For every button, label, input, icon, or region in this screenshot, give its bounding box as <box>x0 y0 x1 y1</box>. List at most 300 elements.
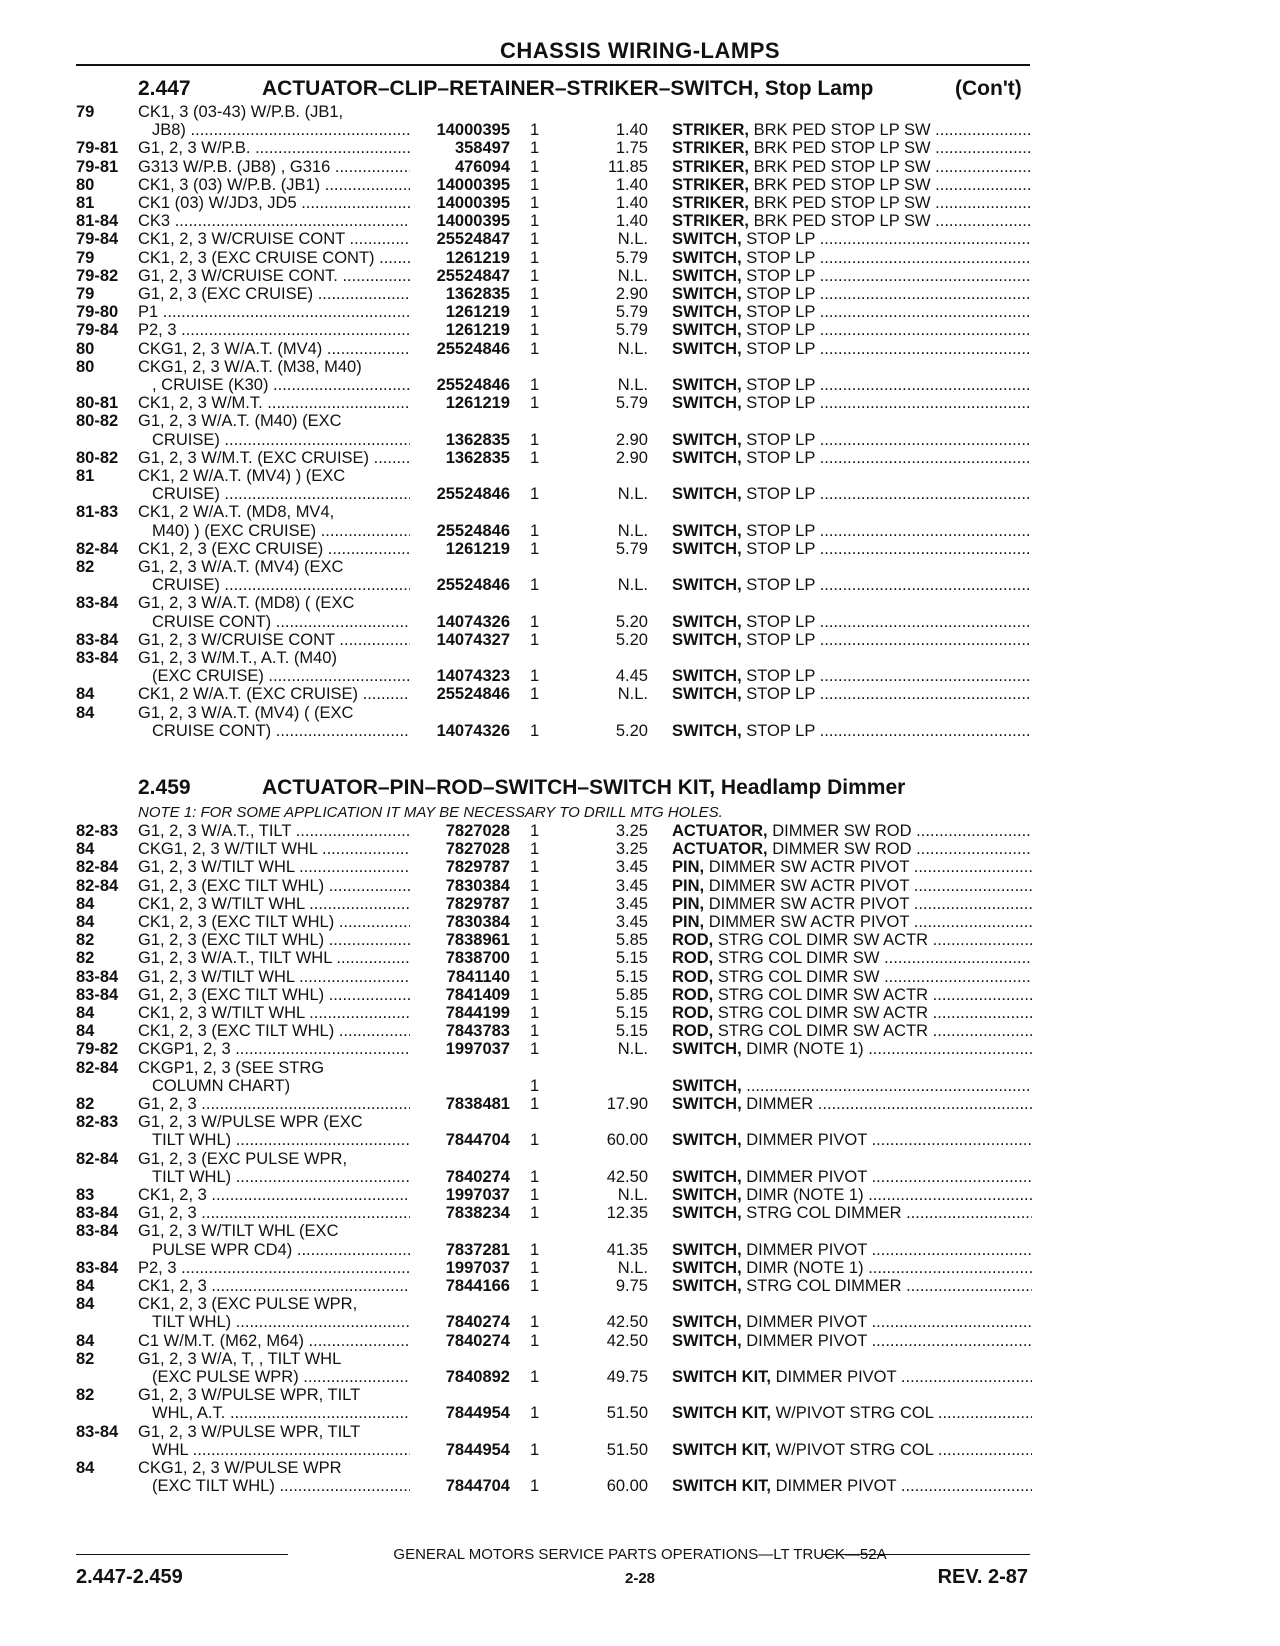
application <box>138 1004 410 1023</box>
part-number: 25524846 <box>436 485 510 504</box>
application-text: G1, 2, 3 W/M.T., A.T. (M40) <box>138 649 337 667</box>
price: N.L. <box>617 230 648 249</box>
description-noun: ROD, <box>672 1004 714 1022</box>
application <box>138 1332 410 1351</box>
description-text: BRK PED STOP LP SW <box>753 194 931 212</box>
application <box>138 358 410 377</box>
footer-section-range: 2.447-2.459 <box>76 1566 183 1588</box>
description <box>672 176 1032 195</box>
price: 60.00 <box>606 1477 648 1496</box>
description <box>672 895 1032 914</box>
part-number: 7829787 <box>445 858 510 877</box>
application <box>138 303 410 322</box>
part-number: 7827028 <box>445 840 510 859</box>
description <box>672 1404 1032 1423</box>
description-noun: SWITCH KIT, <box>672 1368 771 1386</box>
application <box>152 722 410 741</box>
application-text: , CRUISE (K30) <box>152 376 269 394</box>
application-text: (EXC CRUISE) <box>152 667 264 686</box>
price: 5.79 <box>615 539 648 558</box>
quantity: 1 <box>530 139 540 158</box>
parts-row <box>0 103 1280 122</box>
quantity: 1 <box>530 394 540 413</box>
application-text: CKG1, 2, 3 W/A.T. (MV4) <box>138 339 323 358</box>
application <box>152 1477 410 1496</box>
quantity: 1 <box>530 1040 540 1059</box>
quantity: 1 <box>530 1095 540 1113</box>
quantity: 1 <box>530 1258 540 1277</box>
description-noun: STRIKER, <box>672 157 750 176</box>
description-text: STOP LP <box>746 248 816 267</box>
application-text: CRUISE) <box>152 430 220 449</box>
part-number: 25524846 <box>436 521 510 540</box>
description-noun: SWITCH, <box>672 1095 742 1113</box>
description-noun: SWITCH, <box>672 1313 742 1332</box>
part-number: 7844704 <box>445 1131 510 1150</box>
description-noun: SWITCH, <box>672 303 742 322</box>
description-text: STOP LP <box>746 266 816 285</box>
quantity: 1 <box>530 949 540 968</box>
header-rule <box>76 64 1030 66</box>
application <box>138 968 410 987</box>
price: 12.35 <box>606 1204 648 1223</box>
part-number: 1362835 <box>445 448 510 467</box>
description-noun: STRIKER, <box>672 121 750 140</box>
application <box>152 1241 410 1260</box>
application-text: CK1, 2, 3 W/TILT WHL <box>138 1004 305 1022</box>
footer-publisher: GENERAL MOTORS SERVICE PARTS OPERATIONS—LT TRUCK—52A <box>393 1546 887 1563</box>
description-noun: STRIKER, <box>672 194 750 212</box>
part-number: 14000395 <box>436 121 510 140</box>
description-noun: SWITCH, <box>672 394 742 413</box>
price: 2.90 <box>615 430 648 449</box>
model-year: 84 <box>76 1277 95 1295</box>
part-number: 1261219 <box>445 539 510 558</box>
model-year: 80-82 <box>76 412 119 431</box>
quantity: 1 <box>530 721 540 740</box>
parts-row <box>0 394 1280 413</box>
parts-row <box>0 968 1280 987</box>
quantity: 1 <box>530 248 540 267</box>
application <box>138 822 410 841</box>
part-number: 1997037 <box>445 1040 510 1059</box>
price: 5.79 <box>615 303 648 322</box>
description-noun: PIN, <box>672 894 705 913</box>
application <box>138 1459 410 1478</box>
part-number: 7844166 <box>445 1277 510 1295</box>
part-number: 7837281 <box>445 1240 510 1259</box>
model-year: 83-84 <box>76 1258 119 1277</box>
description-noun: SWITCH, <box>672 248 742 267</box>
description-noun: SWITCH KIT, <box>672 1477 771 1496</box>
parts-row <box>0 321 1280 340</box>
model-year: 79-82 <box>76 1040 119 1059</box>
description-text: STOP LP <box>746 394 816 413</box>
quantity: 1 <box>530 1240 540 1259</box>
model-year: 84 <box>76 840 95 859</box>
model-year: 80 <box>76 357 95 376</box>
description <box>672 1004 1032 1023</box>
application <box>138 412 410 431</box>
parts-row <box>0 1350 1280 1369</box>
application-text: G1, 2, 3 (EXC TILT WHL) <box>138 985 325 1004</box>
price: 3.25 <box>615 822 648 840</box>
application <box>138 230 410 249</box>
application-text: P1 <box>138 303 159 322</box>
description-text: DIMMER PIVOT <box>746 1131 867 1150</box>
parts-row <box>0 931 1280 950</box>
parts-row <box>0 212 1280 231</box>
part-number: 1261219 <box>445 303 510 322</box>
application-text: WHL <box>152 1440 189 1459</box>
quantity: 1 <box>530 1204 540 1223</box>
application-text: COLUMN CHART) <box>152 1076 291 1095</box>
description-text: DIMR (NOTE 1) <box>746 1186 864 1204</box>
application <box>152 1168 410 1187</box>
description <box>672 667 1032 686</box>
description-text: DIMMER SW ACTR PIVOT <box>708 858 910 877</box>
model-year: 81-84 <box>76 212 119 231</box>
application <box>138 685 410 704</box>
description-text: STOP LP <box>746 430 816 449</box>
parts-row <box>0 1332 1280 1351</box>
description <box>672 1204 1032 1223</box>
quantity: 1 <box>530 157 540 176</box>
model-year: 79-84 <box>76 230 119 249</box>
application <box>138 176 410 195</box>
description <box>672 1368 1032 1387</box>
price: N.L. <box>617 376 648 394</box>
quantity: 1 <box>530 539 540 558</box>
price: 5.15 <box>615 949 648 968</box>
description-noun: STRIKER, <box>672 212 750 231</box>
application-text: G1, 2, 3 (EXC TILT WHL) <box>138 876 325 895</box>
price: 42.50 <box>606 1167 648 1186</box>
quantity: 1 <box>530 612 540 631</box>
description-noun: ROD, <box>672 949 714 968</box>
description-noun: SWITCH, <box>672 485 742 504</box>
quantity: 1 <box>530 1131 540 1150</box>
application <box>138 285 410 304</box>
application-text: G1, 2, 3 W/A, T, , TILT WHL <box>138 1349 342 1368</box>
model-year: 79-82 <box>76 266 119 285</box>
description <box>672 267 1032 286</box>
description <box>672 249 1032 268</box>
model-year: 81 <box>76 194 95 212</box>
quantity: 1 <box>530 485 540 504</box>
description <box>672 158 1032 177</box>
description-noun: SWITCH, <box>672 1258 742 1277</box>
description <box>672 1095 1032 1114</box>
application <box>138 631 410 650</box>
parts-row <box>0 485 1280 504</box>
description <box>672 613 1032 632</box>
application-text: M40) ) (EXC CRUISE) <box>152 521 317 540</box>
description <box>672 986 1032 1005</box>
model-year: 82 <box>76 1349 95 1368</box>
model-year: 83-84 <box>76 985 119 1004</box>
description-noun: SWITCH, <box>672 630 742 649</box>
model-year: 84 <box>76 913 95 931</box>
price: 42.50 <box>606 1331 648 1350</box>
price: 3.25 <box>615 840 648 859</box>
description-text: DIMMER PIVOT <box>746 1331 867 1350</box>
quantity: 1 <box>530 1477 540 1496</box>
part-number: 7841140 <box>446 967 510 986</box>
description-text: BRK PED STOP LP SW <box>753 175 931 194</box>
description-text: STOP LP <box>746 521 816 540</box>
model-year: 83-84 <box>76 594 119 613</box>
price: 2.90 <box>615 285 648 303</box>
description-noun: SWITCH, <box>672 721 742 740</box>
description <box>672 1277 1032 1296</box>
description <box>672 485 1032 504</box>
description <box>672 449 1032 468</box>
parts-row <box>0 1222 1280 1241</box>
price: 5.20 <box>615 630 648 649</box>
model-year: 82 <box>76 931 95 950</box>
description-text: DIMMER SW ROD <box>772 822 912 840</box>
description-text: STOP LP <box>746 612 816 631</box>
model-year: 79 <box>76 285 95 303</box>
price: 5.79 <box>615 321 648 340</box>
description-text: BRK PED STOP LP SW <box>753 139 931 158</box>
description <box>672 212 1032 231</box>
application <box>138 503 410 522</box>
parts-row <box>0 1186 1280 1205</box>
quantity: 1 <box>530 1076 540 1095</box>
model-year: 83-84 <box>76 967 119 986</box>
model-year: 82-84 <box>76 858 119 877</box>
application-text: JB8) <box>152 121 186 140</box>
parts-row <box>0 913 1280 932</box>
description-noun: SWITCH, <box>672 1240 742 1259</box>
application <box>138 1113 410 1132</box>
parts-row <box>0 158 1280 177</box>
application-text: CK1, 2, 3 <box>138 1186 207 1204</box>
application-text: G1, 2, 3 W/CRUISE CONT <box>138 630 335 649</box>
application-text: CKG1, 2, 3 W/PULSE WPR <box>138 1459 342 1477</box>
quantity: 1 <box>530 667 540 686</box>
description <box>672 1186 1032 1205</box>
application-text: (EXC TILT WHL) <box>152 1477 275 1496</box>
description-text: STOP LP <box>746 303 816 322</box>
description <box>672 1477 1032 1496</box>
description <box>672 1313 1032 1332</box>
parts-row <box>0 1077 1280 1096</box>
application <box>138 1295 410 1314</box>
model-year: 80 <box>76 175 95 194</box>
description <box>672 877 1032 896</box>
part-number: 14074326 <box>436 612 510 631</box>
part-number: 14074326 <box>436 721 510 740</box>
application <box>152 431 410 450</box>
part-number: 1997037 <box>445 1258 510 1277</box>
application <box>138 158 410 177</box>
application <box>152 613 410 632</box>
part-number: 7838234 <box>445 1204 510 1223</box>
description-text: STRG COL DIMR SW ACTR <box>717 985 929 1004</box>
application <box>138 986 410 1005</box>
parts-row <box>0 895 1280 914</box>
description-noun: SWITCH, <box>672 430 742 449</box>
model-year: 83-84 <box>76 649 119 667</box>
description-noun: SWITCH, <box>672 230 742 249</box>
application-text: CKG1, 2, 3 W/A.T. (M38, M40) <box>138 357 362 376</box>
application <box>138 1059 410 1078</box>
section-note: NOTE 1: FOR SOME APPLICATION IT MAY BE NECESSARY TO DRILL MTG HOLES. <box>138 804 723 821</box>
price: N.L. <box>617 485 648 504</box>
description <box>672 340 1032 359</box>
part-number: 7840274 <box>445 1167 510 1186</box>
description-text: STOP LP <box>746 230 816 249</box>
application-text: CRUISE CONT) <box>152 721 272 740</box>
part-number: 7830384 <box>445 876 510 895</box>
model-year: 82 <box>76 558 95 576</box>
description-text: DIMMER PIVOT <box>775 1368 897 1386</box>
application <box>138 449 410 468</box>
model-year: 83-84 <box>76 1222 119 1241</box>
model-year: 84 <box>76 894 95 913</box>
price: 5.20 <box>615 612 648 631</box>
description-noun: SWITCH, <box>672 1131 742 1150</box>
description <box>672 139 1032 158</box>
description <box>672 631 1032 650</box>
description <box>672 540 1032 559</box>
quantity: 1 <box>530 430 540 449</box>
quantity: 1 <box>530 175 540 194</box>
parts-row <box>0 1095 1280 1114</box>
quantity: 1 <box>530 376 540 394</box>
application <box>138 212 410 231</box>
quantity: 1 <box>530 1440 540 1459</box>
price: 49.75 <box>606 1368 648 1386</box>
parts-row <box>0 722 1280 741</box>
quantity: 1 <box>530 685 540 704</box>
application <box>138 1277 410 1296</box>
description-text: STOP LP <box>746 448 816 467</box>
application-text: G1, 2, 3 <box>138 1204 197 1223</box>
model-year: 82 <box>76 949 95 968</box>
description-noun: SWITCH, <box>672 339 742 358</box>
parts-row <box>0 121 1280 140</box>
application-text: G1, 2, 3 W/TILT WHL <box>138 967 295 986</box>
description-text: STOP LP <box>746 339 816 358</box>
parts-row <box>0 358 1280 377</box>
description <box>672 376 1032 395</box>
model-year: 79-84 <box>76 321 119 340</box>
quantity: 1 <box>530 1313 540 1332</box>
application-text: G1, 2, 3 W/A.T. (MV4) (EXC <box>138 558 344 576</box>
description-noun: SWITCH, <box>672 285 742 303</box>
application <box>138 394 410 413</box>
model-year: 81 <box>76 467 95 485</box>
price: N.L. <box>617 521 648 540</box>
application-text: CK1, 2, 3 (EXC TILT WHL) <box>138 913 335 931</box>
parts-row <box>0 412 1280 431</box>
parts-row <box>0 1259 1280 1278</box>
part-number: 25524846 <box>436 576 510 595</box>
part-number: 7844704 <box>445 1477 510 1496</box>
application <box>138 649 410 668</box>
application-text: CK1, 3 (03-43) W/P.B. (JB1, <box>138 103 344 121</box>
model-year: 82 <box>76 1386 95 1405</box>
price: N.L. <box>617 685 648 704</box>
section-heading-2 <box>138 776 1038 802</box>
description <box>672 1441 1032 1460</box>
footer-page-number: 2-28 <box>624 1570 656 1587</box>
description-text: STOP LP <box>746 721 816 740</box>
parts-row <box>0 1459 1280 1478</box>
model-year: 80-81 <box>76 394 119 413</box>
parts-row <box>0 376 1280 395</box>
price: 5.85 <box>615 985 648 1004</box>
application <box>138 1150 410 1169</box>
application-text: G1, 2, 3 W/CRUISE CONT. <box>138 266 338 285</box>
quantity: 1 <box>530 576 540 595</box>
application <box>138 594 410 613</box>
description-text: DIMMER PIVOT <box>746 1313 867 1332</box>
description <box>672 949 1032 968</box>
parts-row <box>0 877 1280 896</box>
description-noun: ACTUATOR, <box>672 822 768 840</box>
section-title: ACTUATOR–PIN–ROD–SWITCH–SWITCH KIT, Headlamp Dimmer <box>262 776 906 799</box>
description-text: STOP LP <box>746 321 816 340</box>
description <box>672 858 1032 877</box>
quantity: 1 <box>530 303 540 322</box>
application <box>152 485 410 504</box>
description-noun: SWITCH KIT, <box>672 1404 771 1423</box>
parts-row <box>0 822 1280 841</box>
parts-row <box>0 1131 1280 1150</box>
application <box>138 1186 410 1205</box>
quantity: 1 <box>530 985 540 1004</box>
application-text: (EXC PULSE WPR) <box>152 1368 299 1386</box>
description-noun: SWITCH, <box>672 1040 742 1059</box>
description <box>672 285 1032 304</box>
parts-row <box>0 467 1280 486</box>
price: 3.45 <box>615 913 648 931</box>
model-year: 82-84 <box>76 876 119 895</box>
application-text: G1, 2, 3 W/M.T. (EXC CRUISE) <box>138 448 370 467</box>
part-number: 25524846 <box>436 685 510 704</box>
price: 1.40 <box>615 175 648 194</box>
description-text: DIMMER SW ACTR PIVOT <box>708 876 910 895</box>
quantity: 1 <box>530 1331 540 1350</box>
parts-row <box>0 1313 1280 1332</box>
parts-row <box>0 176 1280 195</box>
quantity: 1 <box>530 230 540 249</box>
model-year: 84 <box>76 1295 95 1314</box>
price: 51.50 <box>606 1440 648 1459</box>
description-text: DIMMER PIVOT <box>775 1477 897 1496</box>
description-text: BRK PED STOP LP SW <box>753 157 931 176</box>
section-title: ACTUATOR–CLIP–RETAINER–STRIKER–SWITCH, Stop Lamp <box>262 77 874 100</box>
application-text: G1, 2, 3 W/A.T. (MD8) ( (EXC <box>138 594 355 613</box>
parts-row <box>0 1404 1280 1423</box>
parts-row <box>0 194 1280 213</box>
application-text: TILT WHL) <box>152 1131 232 1150</box>
application-text: CK1, 2, 3 (EXC CRUISE CONT) <box>138 248 375 267</box>
part-number: 14000395 <box>436 194 510 212</box>
model-year: 82-84 <box>76 1058 119 1077</box>
model-year: 79-80 <box>76 303 119 322</box>
parts-row <box>0 303 1280 322</box>
description-noun: ROD, <box>672 967 714 986</box>
description <box>672 321 1032 340</box>
application <box>152 376 410 395</box>
part-number: 7840274 <box>445 1331 510 1350</box>
